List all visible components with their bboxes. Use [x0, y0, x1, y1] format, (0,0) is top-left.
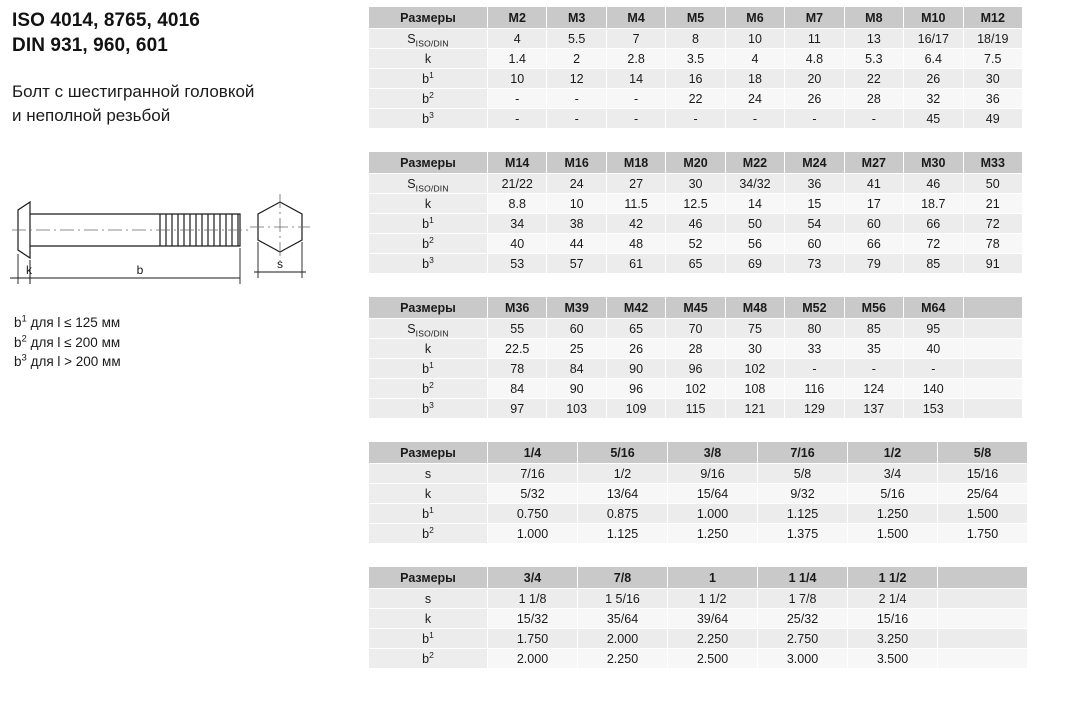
table-cell: 66	[904, 214, 963, 234]
row-header: $b^2$	[369, 649, 488, 669]
bolt-technical-drawing	[8, 188, 338, 298]
row-header: $b^1$	[369, 359, 488, 379]
left-info-column	[12, 8, 357, 128]
column-header: M52	[785, 297, 844, 319]
table-cell: 3.000	[758, 649, 848, 669]
table-cell: 55	[488, 319, 547, 339]
column-header: 3/8	[668, 442, 758, 464]
table-cell: 75	[725, 319, 784, 339]
table-cell: 60	[785, 234, 844, 254]
column-header: M56	[844, 297, 903, 319]
table-cell: 39/64	[668, 609, 758, 629]
table-cell: 1 5/16	[578, 589, 668, 609]
table-cell	[963, 339, 1023, 359]
table-cell: 4	[725, 49, 784, 69]
table-cell: 52	[666, 234, 725, 254]
table-cell: 102	[725, 359, 784, 379]
product-description-line2: и неполной резьбой	[12, 106, 171, 125]
table-cell: -	[844, 359, 903, 379]
table-cell: 137	[844, 399, 903, 419]
table-cell: 30	[725, 339, 784, 359]
table-cell: 15	[785, 194, 844, 214]
table-cell: 15/32	[488, 609, 578, 629]
table-row	[369, 609, 1028, 629]
table-cell: 102	[666, 379, 725, 399]
table-cell: 14	[606, 69, 665, 89]
column-header: M39	[547, 297, 606, 319]
table-cell: -	[488, 109, 547, 129]
table-cell: 15/16	[848, 609, 938, 629]
table-cell: 25	[547, 339, 606, 359]
table-cell: 34	[488, 214, 547, 234]
table-cell: 8	[666, 29, 725, 49]
column-header: M7	[785, 7, 844, 29]
table-cell: 4.8	[785, 49, 844, 69]
table-cell: 84	[488, 379, 547, 399]
table-cell: 25/64	[938, 484, 1028, 504]
table-cell: 70	[666, 319, 725, 339]
table-cell: 2.250	[668, 629, 758, 649]
table-cell: 60	[844, 214, 903, 234]
table-row	[369, 339, 1023, 359]
table-cell: 7	[606, 29, 665, 49]
table-cell: 108	[725, 379, 784, 399]
table-cell: 72	[904, 234, 963, 254]
table-cell: 1.750	[938, 524, 1028, 544]
table-cell: 49	[963, 109, 1023, 129]
row-header: k	[369, 609, 488, 629]
table-cell: 7.5	[963, 49, 1023, 69]
note-b2: $b^2$ для l ≤ 200 мм	[14, 333, 121, 350]
table-row	[369, 174, 1023, 194]
table-cell	[963, 319, 1023, 339]
table-cell: 16/17	[904, 29, 963, 49]
table-cell: 22	[666, 89, 725, 109]
row-header: s	[369, 464, 488, 484]
table-cell: 79	[844, 254, 903, 274]
table-cell: -	[606, 89, 665, 109]
table-cell: 1.000	[488, 524, 578, 544]
table-row	[369, 379, 1023, 399]
table-cell: 50	[963, 174, 1023, 194]
table-cell: 5/8	[758, 464, 848, 484]
dimension-table	[368, 441, 1028, 544]
table-cell: 153	[904, 399, 963, 419]
table-cell: -	[725, 109, 784, 129]
table-cell: 28	[844, 89, 903, 109]
table-cell: 80	[785, 319, 844, 339]
table-corner-header: Размеры	[369, 442, 488, 464]
table-row	[369, 234, 1023, 254]
table-cell: 3.5	[666, 49, 725, 69]
table-row	[369, 319, 1023, 339]
table-cell	[938, 629, 1028, 649]
table-cell: 1.125	[578, 524, 668, 544]
column-header: M14	[488, 152, 547, 174]
product-description-line1: Болт с шестигранной головкой	[12, 82, 255, 101]
dimension-label-s: s	[277, 257, 283, 271]
table-cell: -	[785, 109, 844, 129]
dimension-table	[368, 6, 1023, 129]
table-cell: 40	[488, 234, 547, 254]
table-cell: 57	[547, 254, 606, 274]
table-cell: 40	[904, 339, 963, 359]
table-cell: 35	[844, 339, 903, 359]
table-corner-header: Размеры	[369, 297, 488, 319]
table-cell: 2.000	[578, 629, 668, 649]
column-header: M48	[725, 297, 784, 319]
column-header: 1 1/2	[848, 567, 938, 589]
table-cell: 2	[547, 49, 606, 69]
table-cell: 1.500	[848, 524, 938, 544]
table-corner-header: Размеры	[369, 7, 488, 29]
row-header: $b^1$	[369, 214, 488, 234]
table-cell: 48	[606, 234, 665, 254]
table-row	[369, 89, 1023, 109]
table-cell: 35/64	[578, 609, 668, 629]
length-notes	[14, 313, 121, 372]
table-cell: 60	[547, 319, 606, 339]
row-header: $b^3$	[369, 399, 488, 419]
table-cell	[963, 379, 1023, 399]
table-cell: 1.125	[758, 504, 848, 524]
table-row	[369, 214, 1023, 234]
dimension-table	[368, 566, 1028, 669]
table-cell: 18	[725, 69, 784, 89]
table-cell: 1.000	[668, 504, 758, 524]
table-cell: 2.8	[606, 49, 665, 69]
table-cell: 46	[904, 174, 963, 194]
table-cell	[938, 589, 1028, 609]
row-header: $b^1$	[369, 504, 488, 524]
table-row	[369, 629, 1028, 649]
table-row	[369, 484, 1028, 504]
table-row	[369, 49, 1023, 69]
column-header: M18	[606, 152, 665, 174]
column-header: M4	[606, 7, 665, 29]
table-cell: 97	[488, 399, 547, 419]
table-cell: 46	[666, 214, 725, 234]
column-header: M45	[666, 297, 725, 319]
table-cell: 1 1/8	[488, 589, 578, 609]
table-cell: 26	[785, 89, 844, 109]
table-cell: 14	[725, 194, 784, 214]
table-cell: 28	[666, 339, 725, 359]
column-header: M33	[963, 152, 1023, 174]
column-header: M22	[725, 152, 784, 174]
row-header: $b^2$	[369, 234, 488, 254]
table-cell: 27	[606, 174, 665, 194]
table-cell: 44	[547, 234, 606, 254]
table-cell: 9/32	[758, 484, 848, 504]
table-cell: 56	[725, 234, 784, 254]
table-cell: 15/16	[938, 464, 1028, 484]
table-row	[369, 254, 1023, 274]
table-cell: -	[547, 109, 606, 129]
table-cell: 96	[666, 359, 725, 379]
table-cell: 90	[606, 359, 665, 379]
table-cell: 1.500	[938, 504, 1028, 524]
table-cell: 91	[963, 254, 1023, 274]
table-row	[369, 69, 1023, 89]
table-cell: 5/32	[488, 484, 578, 504]
row-header: $b^1$	[369, 69, 488, 89]
table-cell: -	[488, 89, 547, 109]
standards-title-line2: DIN 931, 960, 601	[12, 35, 168, 56]
table-cell: 20	[785, 69, 844, 89]
table-cell: 25/32	[758, 609, 848, 629]
table-cell: 33	[785, 339, 844, 359]
dimension-label-k: k	[26, 263, 32, 277]
row-header: k	[369, 49, 488, 69]
column-header: 1/2	[848, 442, 938, 464]
table-cell: 129	[785, 399, 844, 419]
table-cell: 22.5	[488, 339, 547, 359]
table-cell: 3.500	[848, 649, 938, 669]
table-cell: 24	[547, 174, 606, 194]
column-header: 5/8	[938, 442, 1028, 464]
table-cell: 3/4	[848, 464, 938, 484]
table-row	[369, 589, 1028, 609]
table-cell: 10	[725, 29, 784, 49]
table-cell: 45	[904, 109, 963, 129]
table-cell: 3.250	[848, 629, 938, 649]
table-cell: 42	[606, 214, 665, 234]
row-header: k	[369, 194, 488, 214]
table-cell: -	[904, 359, 963, 379]
note-b1: $b^1$ для l ≤ 125 мм	[14, 313, 121, 330]
row-header: s	[369, 589, 488, 609]
row-header: $S_{ISO/DIN}$	[369, 319, 488, 339]
table-row	[369, 194, 1023, 214]
table-cell: 17	[844, 194, 903, 214]
column-header	[963, 297, 1023, 319]
table-cell: 30	[666, 174, 725, 194]
table-cell: 0.750	[488, 504, 578, 524]
table-cell: 16	[666, 69, 725, 89]
row-header: $b^1$	[369, 629, 488, 649]
table-cell: 1.750	[488, 629, 578, 649]
table-cell: 10	[488, 69, 547, 89]
column-header: M42	[606, 297, 665, 319]
table-cell: 36	[963, 89, 1023, 109]
column-header: M64	[904, 297, 963, 319]
column-header: M3	[547, 7, 606, 29]
table-corner-header: Размеры	[369, 567, 488, 589]
table-cell: 2.250	[578, 649, 668, 669]
table-cell	[938, 649, 1028, 669]
table-row	[369, 109, 1023, 129]
table-corner-header: Размеры	[369, 152, 488, 174]
column-header: M6	[725, 7, 784, 29]
dimension-table	[368, 151, 1023, 274]
table-cell: 115	[666, 399, 725, 419]
column-header: 3/4	[488, 567, 578, 589]
table-cell: 78	[488, 359, 547, 379]
column-header: M16	[547, 152, 606, 174]
column-header: M27	[844, 152, 903, 174]
column-header: M24	[785, 152, 844, 174]
table-cell: 36	[785, 174, 844, 194]
table-cell: 12.5	[666, 194, 725, 214]
table-cell: 50	[725, 214, 784, 234]
row-header: $b^2$	[369, 89, 488, 109]
table-cell: 121	[725, 399, 784, 419]
table-cell: 22	[844, 69, 903, 89]
table-cell: 8.8	[488, 194, 547, 214]
row-header: k	[369, 339, 488, 359]
column-header	[938, 567, 1028, 589]
table-row	[369, 399, 1023, 419]
table-cell: 2.750	[758, 629, 848, 649]
table-cell: 78	[963, 234, 1023, 254]
table-cell: 85	[844, 319, 903, 339]
column-header: 7/8	[578, 567, 668, 589]
table-cell: 2.000	[488, 649, 578, 669]
table-cell: 41	[844, 174, 903, 194]
table-cell: 32	[904, 89, 963, 109]
table-cell: 11	[785, 29, 844, 49]
table-row	[369, 524, 1028, 544]
table-cell: 54	[785, 214, 844, 234]
table-cell: 2 1/4	[848, 589, 938, 609]
column-header: M8	[844, 7, 903, 29]
table-cell: 85	[904, 254, 963, 274]
table-cell	[963, 399, 1023, 419]
column-header: M20	[666, 152, 725, 174]
table-cell: -	[666, 109, 725, 129]
row-header: $b^2$	[369, 524, 488, 544]
table-cell: 124	[844, 379, 903, 399]
table-cell: 7/16	[488, 464, 578, 484]
table-cell: 26	[904, 69, 963, 89]
column-header: 7/16	[758, 442, 848, 464]
table-cell: -	[547, 89, 606, 109]
table-cell: 95	[904, 319, 963, 339]
table-row	[369, 359, 1023, 379]
column-header: 1/4	[488, 442, 578, 464]
table-cell: 5.3	[844, 49, 903, 69]
table-cell: 53	[488, 254, 547, 274]
row-header: $b^2$	[369, 379, 488, 399]
product-description	[12, 80, 357, 128]
table-cell: 18/19	[963, 29, 1023, 49]
table-cell: 1 7/8	[758, 589, 848, 609]
standards-title	[12, 8, 357, 58]
table-cell: 1.250	[668, 524, 758, 544]
column-header: M2	[488, 7, 547, 29]
table-cell: 65	[606, 319, 665, 339]
table-cell: 9/16	[668, 464, 758, 484]
table-cell: 1 1/2	[668, 589, 758, 609]
standards-title-line1: ISO 4014, 8765, 4016	[12, 10, 200, 31]
table-cell: 21	[963, 194, 1023, 214]
table-cell: 73	[785, 254, 844, 274]
table-row	[369, 649, 1028, 669]
table-cell: 1.4	[488, 49, 547, 69]
table-cell: -	[785, 359, 844, 379]
table-cell: 18.7	[904, 194, 963, 214]
table-cell: 2.500	[668, 649, 758, 669]
table-row	[369, 464, 1028, 484]
table-cell: 6.4	[904, 49, 963, 69]
column-header: M30	[904, 152, 963, 174]
table-cell: 96	[606, 379, 665, 399]
table-row	[369, 504, 1028, 524]
table-cell: 116	[785, 379, 844, 399]
row-header: $b^3$	[369, 109, 488, 129]
table-cell: 21/22	[488, 174, 547, 194]
table-cell: 38	[547, 214, 606, 234]
table-cell: 140	[904, 379, 963, 399]
column-header: M5	[666, 7, 725, 29]
table-cell: -	[606, 109, 665, 129]
table-cell: 12	[547, 69, 606, 89]
table-cell: -	[844, 109, 903, 129]
table-cell: 4	[488, 29, 547, 49]
table-row	[369, 29, 1023, 49]
table-cell: 84	[547, 359, 606, 379]
column-header: 5/16	[578, 442, 668, 464]
table-cell: 109	[606, 399, 665, 419]
row-header: $b^3$	[369, 254, 488, 274]
column-header: M10	[904, 7, 963, 29]
table-cell: 13	[844, 29, 903, 49]
table-cell: 34/32	[725, 174, 784, 194]
table-cell: 11.5	[606, 194, 665, 214]
table-cell: 30	[963, 69, 1023, 89]
table-cell: 13/64	[578, 484, 668, 504]
table-cell: 1.375	[758, 524, 848, 544]
table-cell: 0.875	[578, 504, 668, 524]
table-cell: 1/2	[578, 464, 668, 484]
table-cell: 65	[666, 254, 725, 274]
column-header: 1 1/4	[758, 567, 848, 589]
table-cell: 15/64	[668, 484, 758, 504]
table-cell: 5/16	[848, 484, 938, 504]
table-cell: 90	[547, 379, 606, 399]
dimension-tables	[368, 6, 1056, 691]
row-header: $S_{ISO/DIN}$	[369, 29, 488, 49]
table-cell: 103	[547, 399, 606, 419]
table-cell: 24	[725, 89, 784, 109]
table-cell: 69	[725, 254, 784, 274]
table-cell: 72	[963, 214, 1023, 234]
table-cell: 1.250	[848, 504, 938, 524]
row-header: $S_{ISO/DIN}$	[369, 174, 488, 194]
bolt-drawing-svg	[8, 188, 338, 298]
column-header: M36	[488, 297, 547, 319]
dimension-table	[368, 296, 1023, 419]
column-header: M12	[963, 7, 1023, 29]
table-cell: 26	[606, 339, 665, 359]
table-cell: 10	[547, 194, 606, 214]
table-cell: 66	[844, 234, 903, 254]
note-b3: $b^3$ для l > 200 мм	[14, 352, 121, 369]
column-header: 1	[668, 567, 758, 589]
table-cell: 61	[606, 254, 665, 274]
table-cell	[963, 359, 1023, 379]
row-header: k	[369, 484, 488, 504]
table-cell: 5.5	[547, 29, 606, 49]
dimension-label-b: b	[136, 263, 144, 277]
table-cell	[938, 609, 1028, 629]
